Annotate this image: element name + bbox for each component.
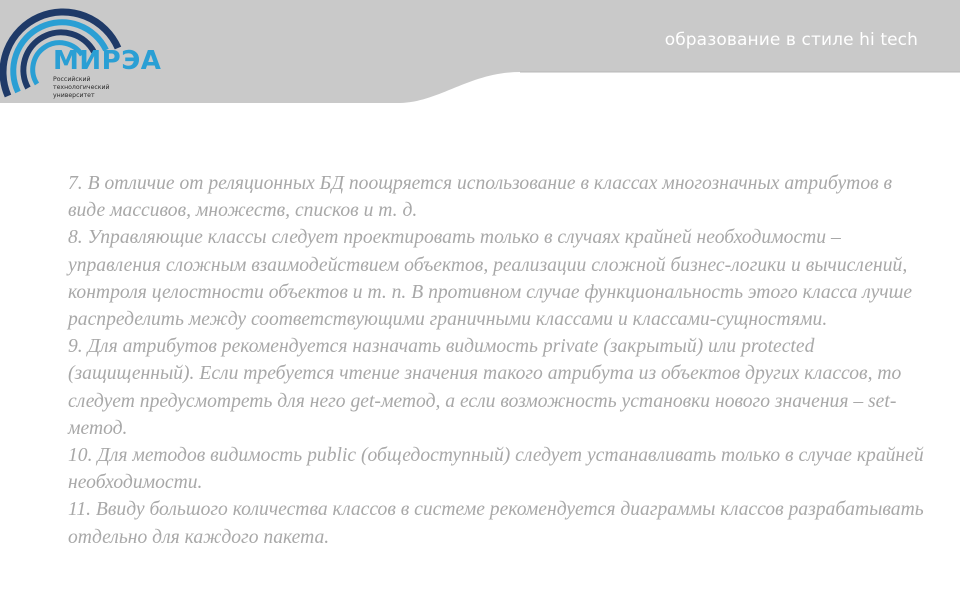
logo-subtitle-line: Российский — [53, 76, 91, 83]
logo-wordmark: МИРЭА — [53, 46, 162, 76]
mirea-logo[interactable] — [0, 0, 170, 108]
guideline-paragraph-8: 8. Управляющие классы следует проектировать только в случаях крайней необходимости – управления сложным взаимодействием объектов, реализации сложной бизнес-логики и вычислений, контроля целостности объектов и т. п. В противном случае функциональность этого класса лучше распределить между соответствующими граничными классами и классами-сущностями. — [68, 227, 913, 331]
header-tagline: образование в стиле hi tech — [664, 30, 918, 50]
slide-body — [68, 170, 928, 551]
guideline-paragraph-9: 9. Для атрибутов рекомендуется назначать видимость private (закрытый) или protected (защищенный). Если требуется чтение значения такого атрибута из объектов других классов, то следует предусмотреть для него get-метод, а если возможность установки нового значения – set-метод. — [68, 336, 902, 439]
guideline-paragraph-7: 7. В отличие от реляционных БД поощряется использование в классах многозначных атрибутов в виде массивов, множеств, списков и т. д. — [68, 173, 893, 222]
logo-subtitle — [53, 76, 143, 100]
logo-subtitle-line: технологический — [53, 84, 110, 91]
guideline-paragraph-11: 11. Ввиду большого количества классов в системе рекомендуется диаграммы классов разрабатывать отдельно для каждого пакета. — [68, 499, 924, 548]
logo-subtitle-line: университет — [53, 92, 95, 99]
guideline-paragraph-10: 10. Для методов видимость public (общедоступный) следует устанавливать только в случае крайней необходимости. — [68, 445, 924, 494]
